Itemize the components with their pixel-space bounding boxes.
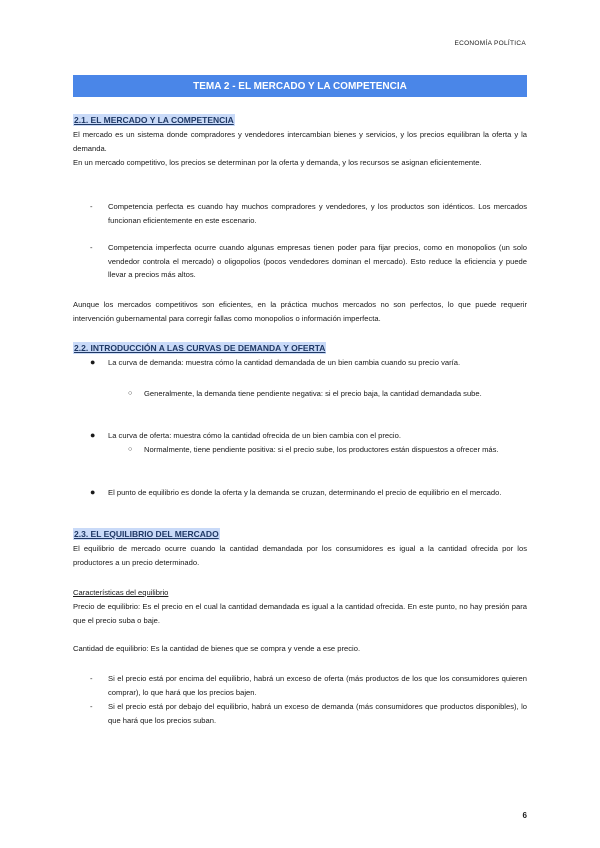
section-heading-2-1: 2.1. EL MERCADO Y LA COMPETENCIA xyxy=(74,115,234,125)
paragraph: El mercado es un sistema donde compradores y vendedores intercambian bienes y servicios, y los precios equilibran la oferta y la demanda. xyxy=(73,130,527,153)
list-item xyxy=(90,700,527,727)
list-item-text: Generalmente, la demanda tiene pendiente negativa: si el precio baja, la cantidad demandada sube. xyxy=(144,389,482,398)
paragraph: Aunque los mercados competitivos son eficientes, en la práctica muchos mercados no son perfectos, lo que puede requerir intervención gubernamental para corregir fallas como monopolios o información imperfecta. xyxy=(73,300,527,323)
circle-marker: ○ xyxy=(128,390,133,397)
list-item xyxy=(128,443,527,457)
dash-marker: - xyxy=(90,243,93,252)
chapter-title: TEMA 2 - EL MERCADO Y LA COMPETENCIA xyxy=(73,75,527,97)
subheading: Características del equilibrio xyxy=(73,588,169,597)
section-heading-2-3: 2.3. EL EQUILIBRIO DEL MERCADO xyxy=(74,529,219,539)
list-item-text: La curva de oferta: muestra cómo la cantidad ofrecida de un bien cambia con el precio. xyxy=(108,431,401,440)
bullet-marker: ● xyxy=(90,357,96,367)
list-item-text: Competencia perfecta es cuando hay muchos compradores y vendedores, y los productos son idénticos. Los mercados funcionan eficientemente en este escenario. xyxy=(108,202,527,225)
paragraph: Cantidad de equilibrio: Es la cantidad de bienes que se compra y vende a ese precio. xyxy=(73,644,361,653)
paragraph: Precio de equilibrio: Es el precio en el cual la cantidad demandada es igual a la cantidad ofrecida. En este punto, no hay presión para que el precio suba o baje. xyxy=(73,602,527,625)
list-item-text: El punto de equilibrio es donde la oferta y la demanda se cruzan, determinando el precio de equilibrio en el mercado. xyxy=(108,488,502,497)
list-item xyxy=(90,486,527,500)
list-item xyxy=(90,356,527,370)
list-item xyxy=(90,241,527,282)
bullet-marker: ● xyxy=(90,487,96,497)
list-item-text: Normalmente, tiene pendiente positiva: si el precio sube, los productores están dispuestos a ofrecer más. xyxy=(144,445,499,454)
paragraph: El equilibrio de mercado ocurre cuando la cantidad demandada por los consumidores es igual a la cantidad ofrecida por los productores a un precio determinado. xyxy=(73,544,527,567)
section-heading-2-2: 2.2. INTRODUCCIÓN A LAS CURVAS DE DEMANDA Y OFERTA xyxy=(74,343,326,353)
list-item-text: Competencia imperfecta ocurre cuando algunas empresas tienen poder para fijar precios, como en monopolios (un solo vendedor controla el mercado) o oligopolios (pocos vendedores dominan el mercado). Esto reduce la eficiencia y puede llevar a precios más altos. xyxy=(108,243,527,280)
list-item xyxy=(90,200,527,227)
paragraph: En un mercado competitivo, los precios se determinan por la oferta y demanda, y los recursos se asignan eficientemente. xyxy=(73,158,482,167)
list-item-text: La curva de demanda: muestra cómo la cantidad demandada de un bien cambia cuando su precio varía. xyxy=(108,358,461,367)
dash-marker: - xyxy=(90,674,93,683)
circle-marker: ○ xyxy=(128,446,133,453)
dash-marker: - xyxy=(90,202,93,211)
page-number: 6 xyxy=(522,811,527,820)
running-header: ECONOMÍA POLÍTICA xyxy=(454,40,526,47)
list-item xyxy=(90,672,527,699)
list-item xyxy=(90,429,527,443)
bullet-marker: ● xyxy=(90,430,96,440)
dash-marker: - xyxy=(90,702,93,711)
list-item xyxy=(128,387,527,401)
list-item-text: Si el precio está por encima del equilibrio, habrá un exceso de oferta (más productos de los que los consumidores quieren comprar), lo que hará que los precios bajen. xyxy=(108,674,527,697)
list-item-text: Si el precio está por debajo del equilibrio, habrá un exceso de demanda (más consumidores que productos disponibles), lo que hará que los precios suban. xyxy=(108,702,527,725)
